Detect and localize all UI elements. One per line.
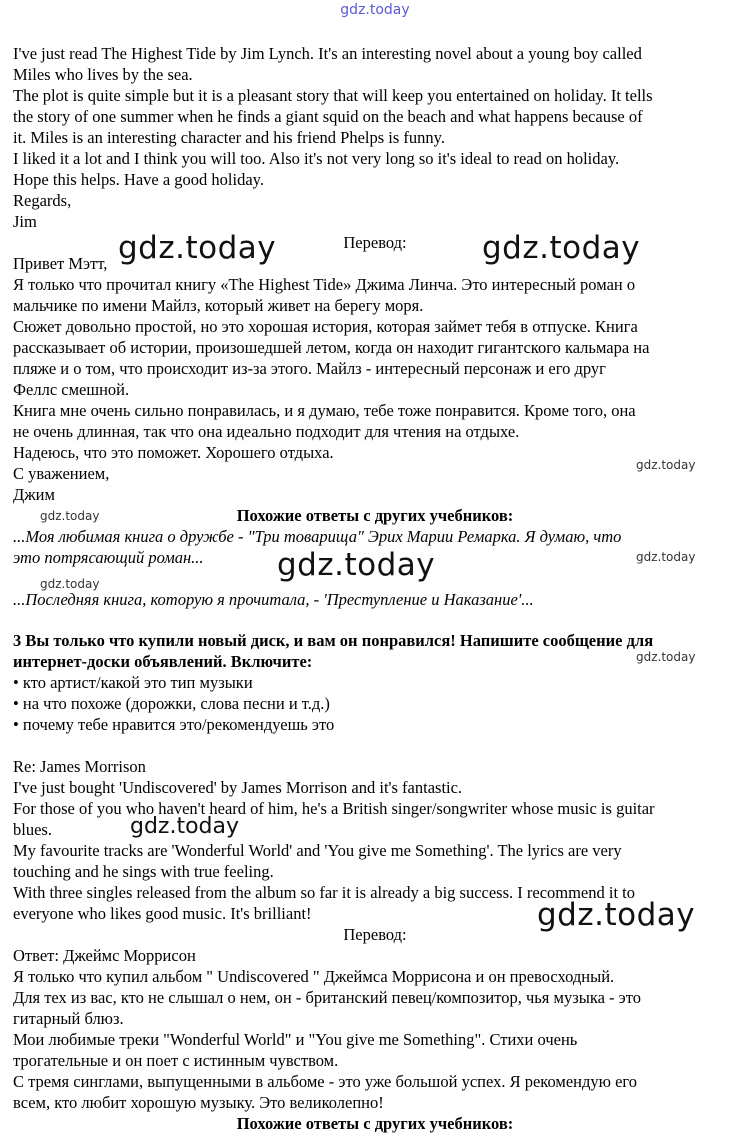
text-line: The plot is quite simple but it is a pleasant story that will keep you entertained on holiday. It tells [13, 86, 653, 105]
text-line: My favourite tracks are 'Wonderful World' and 'You give me Something'. The lyrics are very [13, 841, 622, 860]
text-line: I've just bought 'Undiscovered' by James Morrison and it's fantastic. [13, 778, 463, 797]
text-line: мальчике по имени Майлз, который живет на берегу моря. [13, 296, 424, 315]
text-line: Книга мне очень сильно понравилась, и я думаю, тебе тоже понравится. Кроме того, она [13, 401, 636, 420]
text-line: the story of one summer when he finds a giant squid on the beach and what happens because of [13, 107, 643, 126]
text-line: Для тех из вас, кто не слышал о нем, он - британский певец/композитор, чья музыка - это [13, 988, 641, 1007]
text-line: С тремя синглами, выпущенными в альбоме - это уже большой успех. Я рекомендую его [13, 1072, 638, 1091]
text-line: everyone who likes good music. It's brilliant! [13, 904, 312, 923]
text-line: For those of you who haven't heard of him, he's a British singer/songwriter whose music is guitar [13, 799, 655, 818]
text-line: Я только что прочитал книгу «The Highest Tide» Джима Линча. Это интересный роман о [13, 275, 636, 294]
text-line: трогательные и он поет с истинным чувством. [13, 1051, 339, 1070]
text-line: С уважением, [13, 464, 110, 483]
watermark: gdz.today [636, 650, 696, 664]
watermark: gdz.today [277, 547, 436, 583]
text-line: Надеюсь, что это поможет. Хорошего отдыха. [13, 443, 334, 462]
text-line: I liked it a lot and I think you will too. Also it's not very long so it's ideal to read on holiday. [13, 149, 620, 168]
translation-heading: Перевод: [343, 925, 407, 944]
similar-answers-heading: Похожие ответы с других учебников: [236, 1114, 514, 1133]
text-line: Ответ: Джеймс Моррисон [13, 946, 196, 965]
text-line: Я только что купил альбом " Undiscovered " Джеймса Моррисона и он превосходный. [13, 967, 615, 986]
text-line: Мои любимые треки "Wonderful World" и "You give me Something". Стихи очень [13, 1030, 578, 1049]
task-bullet: • почему тебе нравится это/рекомендуешь это [13, 715, 335, 734]
text-line: Привет Мэтт, [13, 254, 108, 273]
text-line: touching and he sings with true feeling. [13, 862, 274, 881]
text-line: не очень длинная, так что она идеально подходит для чтения на отдыхе. [13, 422, 520, 441]
text-line: Re: James Morrison [13, 757, 146, 776]
task-bullet: • на что похоже (дорожки, слова песни и т.д.) [13, 694, 330, 713]
text-line: Феллс смешной. [13, 380, 130, 399]
watermark: gdz.today [537, 897, 696, 933]
watermark: gdz.today [40, 577, 100, 591]
watermark: gdz.today [118, 230, 277, 266]
text-line: I've just read The Highest Tide by Jim Lynch. It's an interesting novel about a young boy called [13, 44, 642, 63]
text-line: Miles who lives by the sea. [13, 65, 193, 84]
text-line: With three singles released from the album so far it is already a big success. I recommend it to [13, 883, 636, 902]
text-line: пляже и о том, что происходит из-за этого. Майлз - интересный персонаж и его друг [13, 359, 606, 378]
watermark: gdz.today [636, 458, 696, 472]
similar-answers-heading: Похожие ответы с других учебников: [236, 506, 514, 525]
text-line: blues. [13, 820, 52, 839]
watermark: gdz.today [40, 509, 100, 523]
text-line: Джим [13, 485, 55, 504]
translation-heading: Перевод: [343, 233, 407, 252]
text-line: рассказывает об истории, произошедшей летом, когда он находит гигантского кальмара на [13, 338, 650, 357]
task-bullet: • кто артист/какой это тип музыки [13, 673, 253, 692]
text-line: it. Miles is an interesting character and his friend Phelps is funny. [13, 128, 445, 147]
watermark: gdz.today [130, 814, 240, 839]
similar-answer-link[interactable]: ...Последняя книга, которую я прочитала, - 'Преступление и Наказание'... [13, 590, 534, 609]
similar-answer-link[interactable]: ...Моя любимая книга о дружбе - "Три товарища" Эрих Марии Ремарка. Я думаю, что [13, 527, 622, 546]
text-line: гитарный блюз. [13, 1009, 124, 1028]
task-heading: интернет-доски объявлений. Включите: [13, 652, 313, 671]
text-line: Hope this helps. Have a good holiday. [13, 170, 264, 189]
text-line: Jim [13, 212, 37, 231]
text-line: всем, кто любит хорошую музыку. Это великолепно! [13, 1093, 384, 1112]
watermark-top: gdz.today [340, 2, 410, 18]
watermark: gdz.today [636, 550, 696, 564]
text-line: Сюжет довольно простой, но это хорошая история, которая займет тебя в отпуске. Книга [13, 317, 638, 336]
task-heading: 3 Вы только что купили новый диск, и вам он понравился! Напишите сообщение для [13, 631, 654, 650]
watermark: gdz.today [482, 230, 641, 266]
similar-answer-link[interactable]: это потрясающий роман... [13, 548, 204, 567]
text-line: Regards, [13, 191, 72, 210]
